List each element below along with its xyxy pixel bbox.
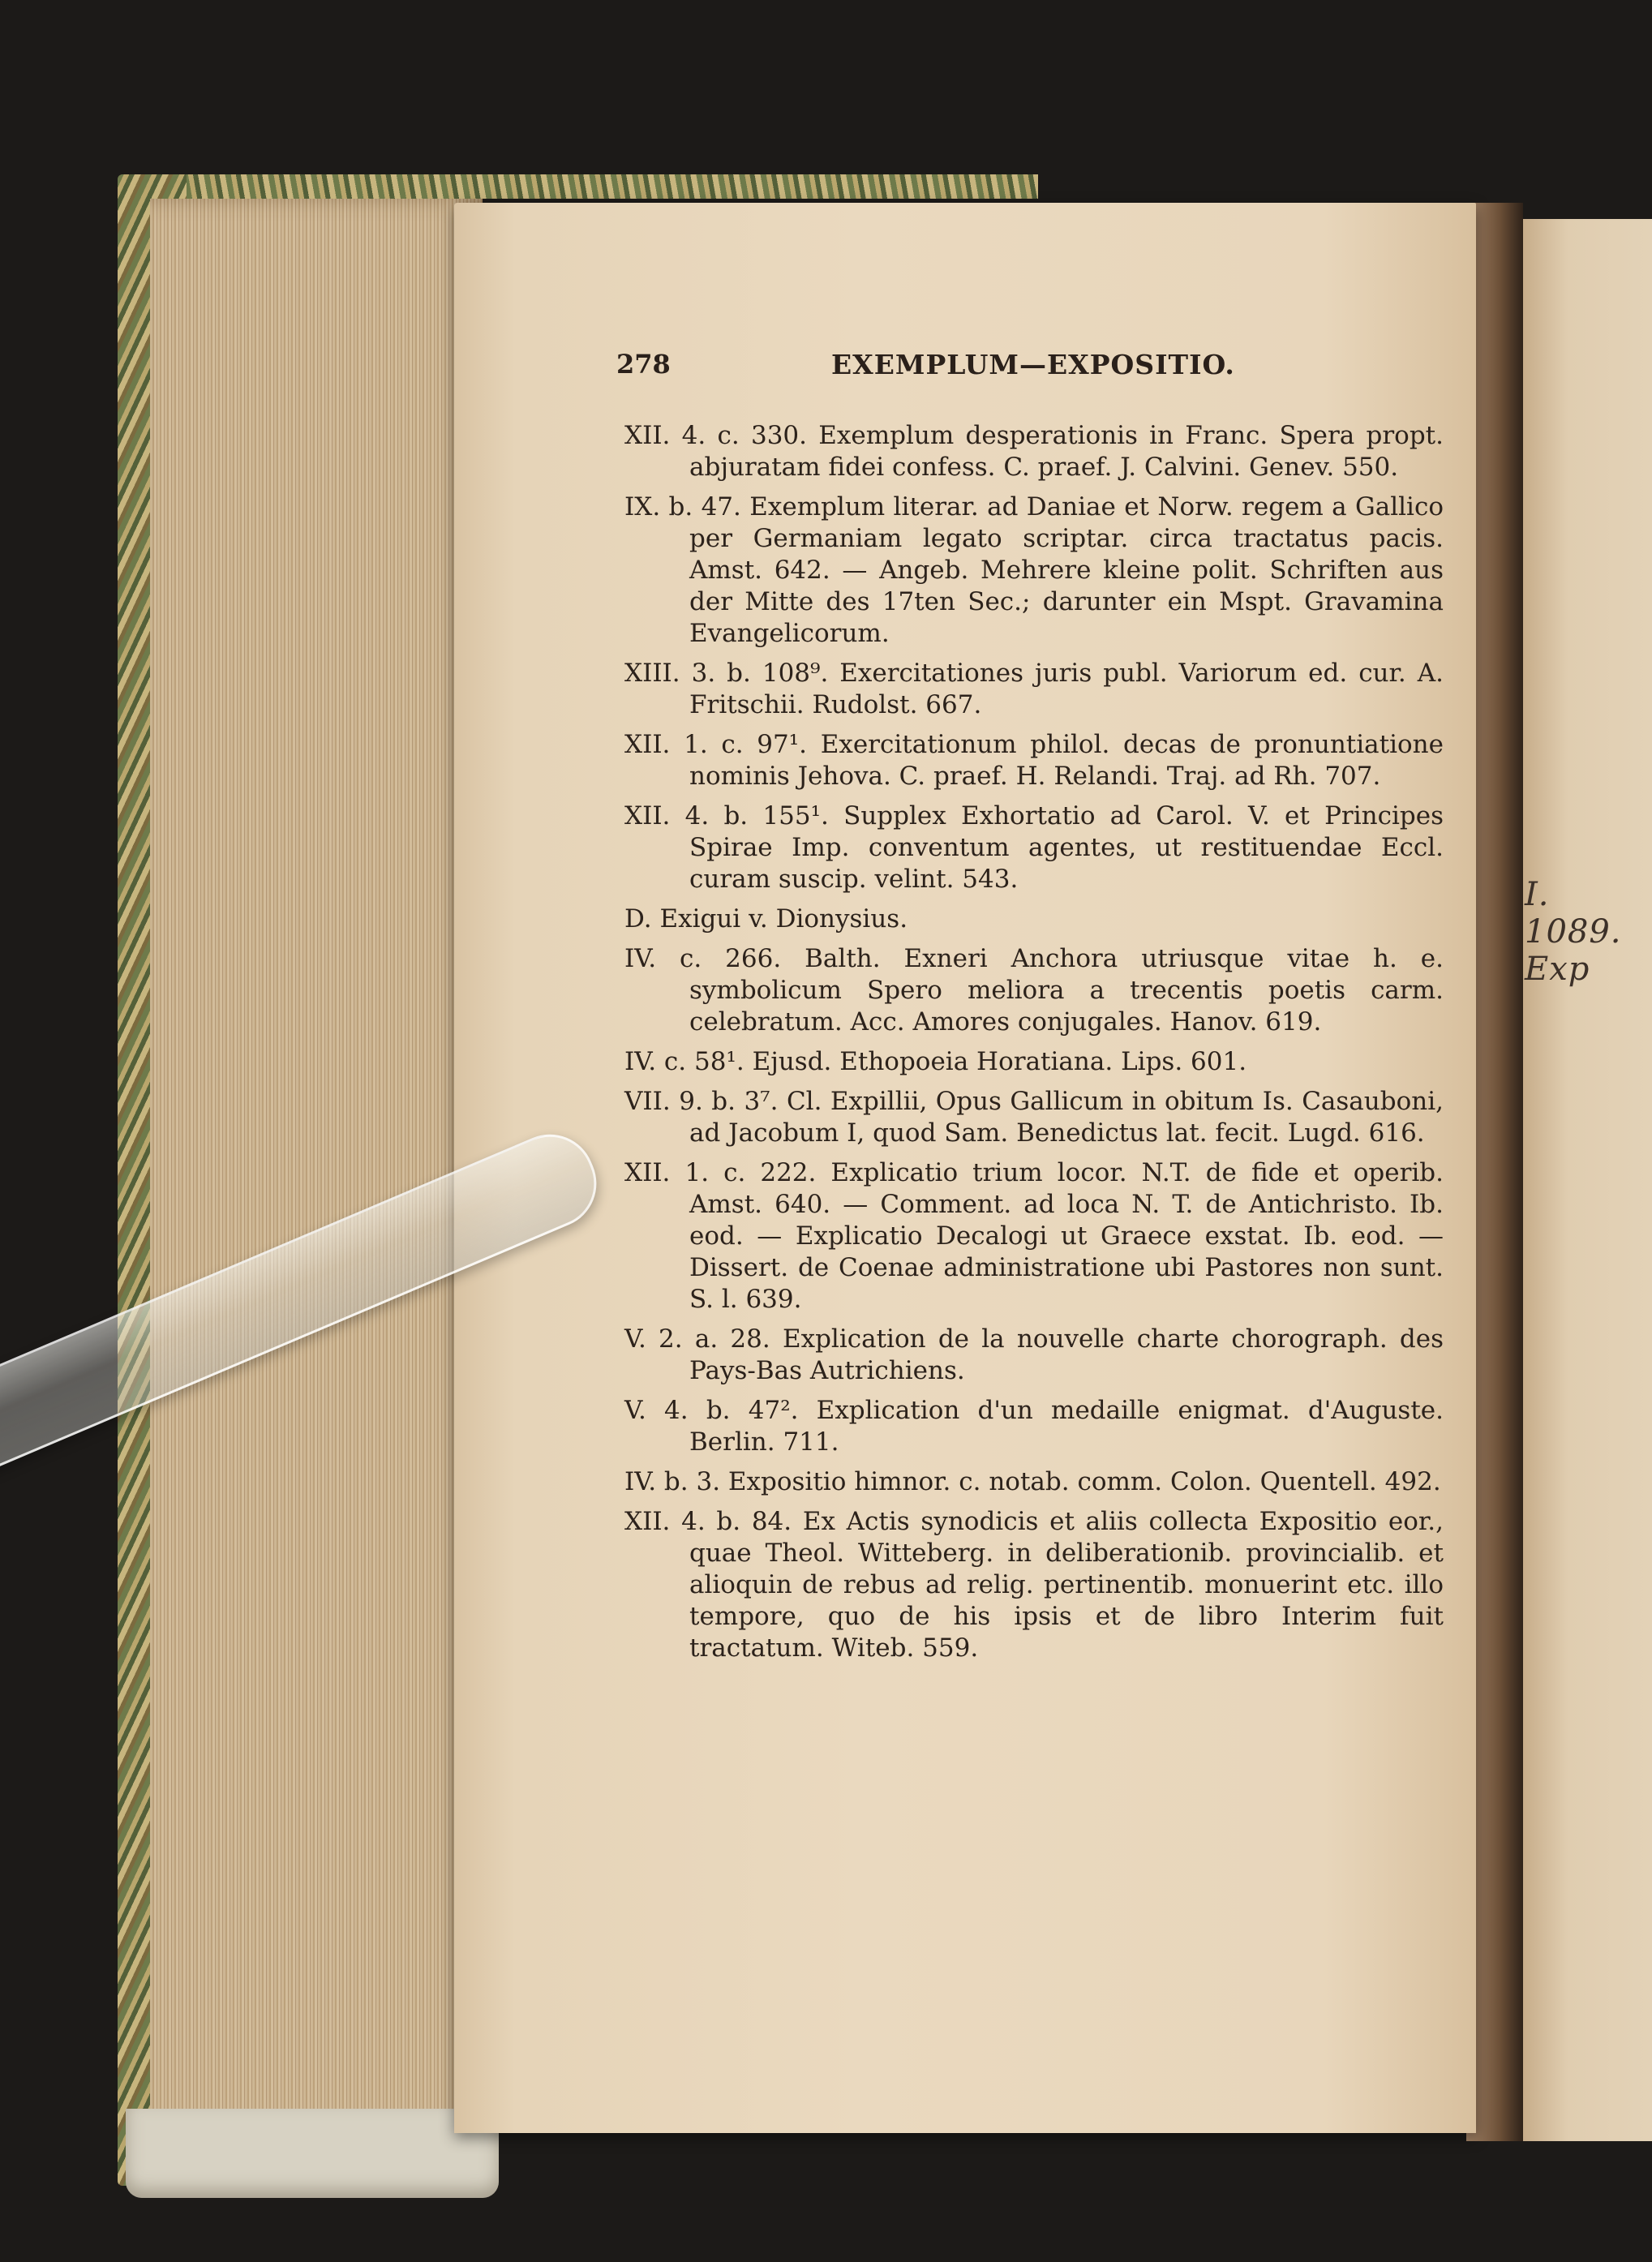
list-item: XIII. 3. b. 108⁹. Exercitationes juris publ. Variorum ed. cur. A. Fritschii. Rudolst. 667. xyxy=(624,659,1444,719)
list-item: IV. c. 58¹. Ejusd. Ethopoeia Horatiana. Lips. 601. xyxy=(624,1047,1247,1076)
book-cover-edge xyxy=(126,2109,499,2198)
list-item: IV. b. 3. Expositio himnor. c. notab. comm. Colon. Quentell. 492. xyxy=(624,1467,1441,1496)
list-item: IV. c. 266. Balth. Exneri Anchora utriusque vitae h. e. symbolicum Spero meliora a trecentis poetis carm. celebratum. Acc. Amores conjugales. Hanov. 619. xyxy=(624,944,1444,1037)
margin-handwritten-note: I. 1089. Exp xyxy=(1525,876,1622,988)
list-item: D. Exigui v. Dionysius. xyxy=(624,904,908,934)
list-item: XII. 4. b. 155¹. Supplex Exhortatio ad Carol. V. et Principes Spirae Imp. conventum agentes, ut restituendae Eccl. curam suscip. velint. 543. xyxy=(624,801,1444,894)
entry-list xyxy=(624,420,1444,1672)
marbled-top-edge xyxy=(187,174,1038,199)
list-item: IX. b. 47. Exemplum literar. ad Daniae et Norw. regem a Gallico per Germaniam legato scriptar. circa tractatus pacis. Amst. 642. — Angeb. Mehrere kleine polit. Schriften aus der Mitte des 17ten Sec.; darunter ein Mspt. Gravamina Evangelicorum. xyxy=(624,492,1444,648)
running-head xyxy=(616,349,1460,389)
list-item: XII. 1. c. 97¹. Exercitationum philol. decas de pronuntiatione nominis Jehova. C. praef. H. Relandi. Traj. ad Rh. 707. xyxy=(624,730,1444,791)
list-item: VII. 9. b. 3⁷. Cl. Expillii, Opus Gallicum in obitum Is. Casauboni, ad Jacobum I, quod Sam. Benedictus lat. fecit. Lugd. 616. xyxy=(624,1087,1444,1148)
page-number: 278 xyxy=(616,349,671,380)
list-item: XII. 4. c. 330. Exemplum desperationis in Franc. Spera propt. abjuratam fidei confess. C. praef. J. Calvini. Genev. 550. xyxy=(624,421,1444,482)
list-item: V. 2. a. 28. Explication de la nouvelle charte chorograph. des Pays-Bas Autrichiens. xyxy=(624,1324,1444,1385)
facing-page xyxy=(1523,219,1652,2141)
page-title: EXEMPLUM—EXPOSITIO. xyxy=(831,349,1235,380)
list-item: XII. 1. c. 222. Explicatio trium locor. N.T. de fide et operib. Amst. 640. — Comment. ad loca N. T. de Antichristo. Ib. eod. — Explicatio Decalogi ut Graece exstat. Ib. eod. — Dissert. de Coenae administratione ubi Pastores non sunt. S. l. 639. xyxy=(624,1158,1444,1314)
list-item: V. 4. b. 47². Explication d'un medaille enigmat. d'Auguste. Berlin. 711. xyxy=(624,1396,1444,1457)
list-item: XII. 4. b. 84. Ex Actis synodicis et aliis collecta Expositio eor., quae Theol. Witteberg. in deliberationib. provincialib. et alioquin de rebus ad relig. pertinentib. monuerint etc. illo tempore, quo de his ipsis et de libro Interim fuit tractatum. Witeb. 559. xyxy=(624,1507,1444,1663)
